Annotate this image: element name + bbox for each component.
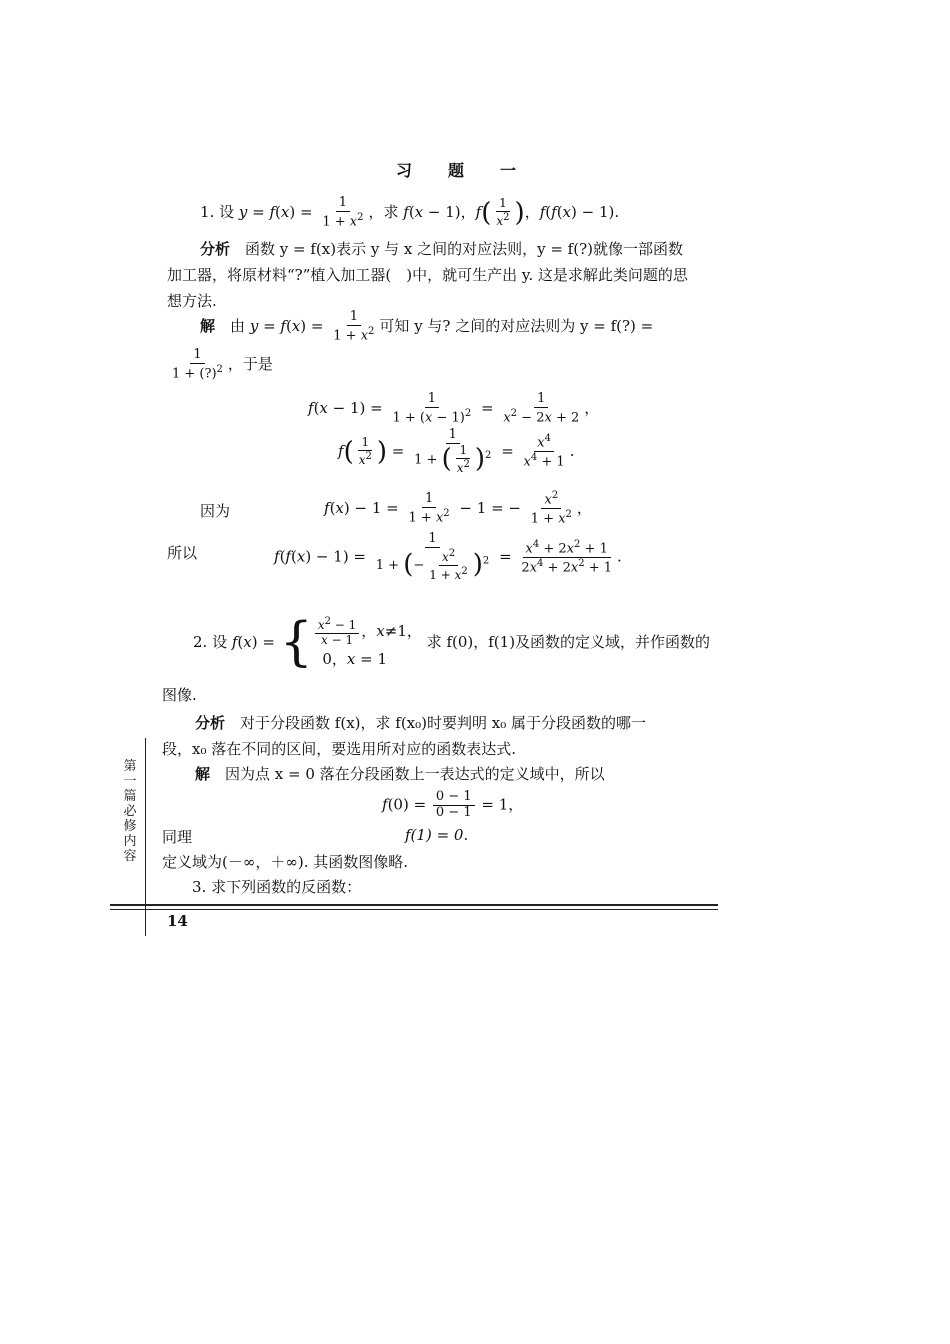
page-title: 习 题 一 <box>396 161 527 180</box>
problem-1-analysis <box>167 236 688 314</box>
equation-f-x-minus-1: f(x − 1) = $\frac{1}{1 + (x - 1)^2}$ = $\frac{1}{x^2 - 2x + 2}$ ， <box>308 391 600 426</box>
problem-2-prefix: 2. 设 <box>193 633 232 652</box>
problem-2-statement: 2. 设 f(x) = { $\frac{x^2 - 1}{x - 1}$ ，x≠1， 0，x = 1 求 f(0)，f(1)及函数的定义域，并作函数的 <box>193 612 711 673</box>
analysis-label: 分析 <box>200 240 231 258</box>
problem-2-line-2: 图像. <box>162 686 197 704</box>
analysis-line-2: 加工器，将原材料“?”植入加工器( )中，就可生产出 y. 这是求解此类问题的思 <box>167 266 688 284</box>
equation-f-of-f: f(f(x) − 1) = 1 1 + (− $\frac{x^2}{1 + x^2}$ )$^2$ = $\frac{x^4 + 2x^2 + 1}{2x^4 + 2x^2 + 1}$ . <box>274 531 622 582</box>
solution-2-line-1: 因为点 x = 0 落在分段函数上一表达式的定义域中，所以 <box>225 765 605 783</box>
equation-f-one-over-x-squared: f( $\frac{1}{x^2}$ ) = 1 1 + ( $\frac{1}{x^2}$ )$^2$ = $\frac{x^4}{x^4 + 1}$ . <box>338 427 575 475</box>
problem-1-mid: ，求 <box>368 203 404 222</box>
equation-f0: f(0) = $\frac{0 - 1}{0 - 1}$ = 1， <box>382 789 524 820</box>
problem-3-statement: 3. 求下列函数的反函数： <box>192 878 362 896</box>
bottom-rule-thin <box>110 909 718 910</box>
margin-vertical-line <box>145 738 146 936</box>
problem-1-solution-rule: $\frac{1}{1 + (?)^2}$ ，于是 <box>172 347 273 382</box>
problem-2-analysis <box>162 710 646 762</box>
problem-2-solution-line <box>195 763 605 784</box>
problem-1-solution-line: 解 由 y = f(x) = $\frac{1}{1 + x^2}$ 可知 y 与? 之间的对应法则为 y = f(?) = <box>200 309 654 344</box>
problem-1-statement: 1. 设 y = f(x) = $\frac{1}{1 + x^2}$ ，求 f(x − 1)，f( $\frac{1}{x^2}$ )，f(f(x) − 1). <box>200 195 620 230</box>
because-label: 因为 <box>200 502 231 520</box>
solution-label-2: 解 <box>195 765 211 783</box>
equation-f1: f(1) = 0. <box>405 826 469 844</box>
analysis-line-1: 函数 y = f(x)表示 y 与 x 之间的对应法则，y = f(?)就像一部函数 <box>245 240 683 258</box>
solution-label: 解 <box>200 317 216 336</box>
solution-text-2: 可知 y 与? 之间的对应法则为 y = f(?) = <box>379 317 654 336</box>
problem-2-suffix: 求 f(0)，f(1)及函数的定义域，并作函数的 <box>426 633 711 652</box>
therefore-label: 所以 <box>167 544 198 562</box>
bottom-rule-thick <box>110 904 718 906</box>
solution-text-3: ，于是 <box>227 355 273 374</box>
similarly-label: 同理 <box>162 828 193 846</box>
analysis-label-2: 分析 <box>195 714 226 732</box>
page-number: 14 <box>167 912 188 930</box>
equation-f-x-minus-one-value: f(x) − 1 = $\frac{1}{1 + x^2}$ − 1 = − $\frac{x^2}{1 + x^2}$ ， <box>324 490 592 527</box>
side-label: 第一篇 必修内容 <box>123 759 137 864</box>
solution-text-1: 由 <box>230 317 250 336</box>
problem-1-prefix: 1. 设 <box>200 203 239 222</box>
analysis-2-line-2: 段，x₀ 落在不同的区间，要选用所对应的函数表达式. <box>162 740 517 758</box>
analysis-2-line-1: 对于分段函数 f(x)，求 f(x₀)时要判明 x₀ 属于分段函数的哪一 <box>240 714 647 732</box>
analysis-line-3: 想方法. <box>167 292 217 310</box>
domain-line: 定义域为(－∞，＋∞). 其函数图像略. <box>162 853 408 871</box>
